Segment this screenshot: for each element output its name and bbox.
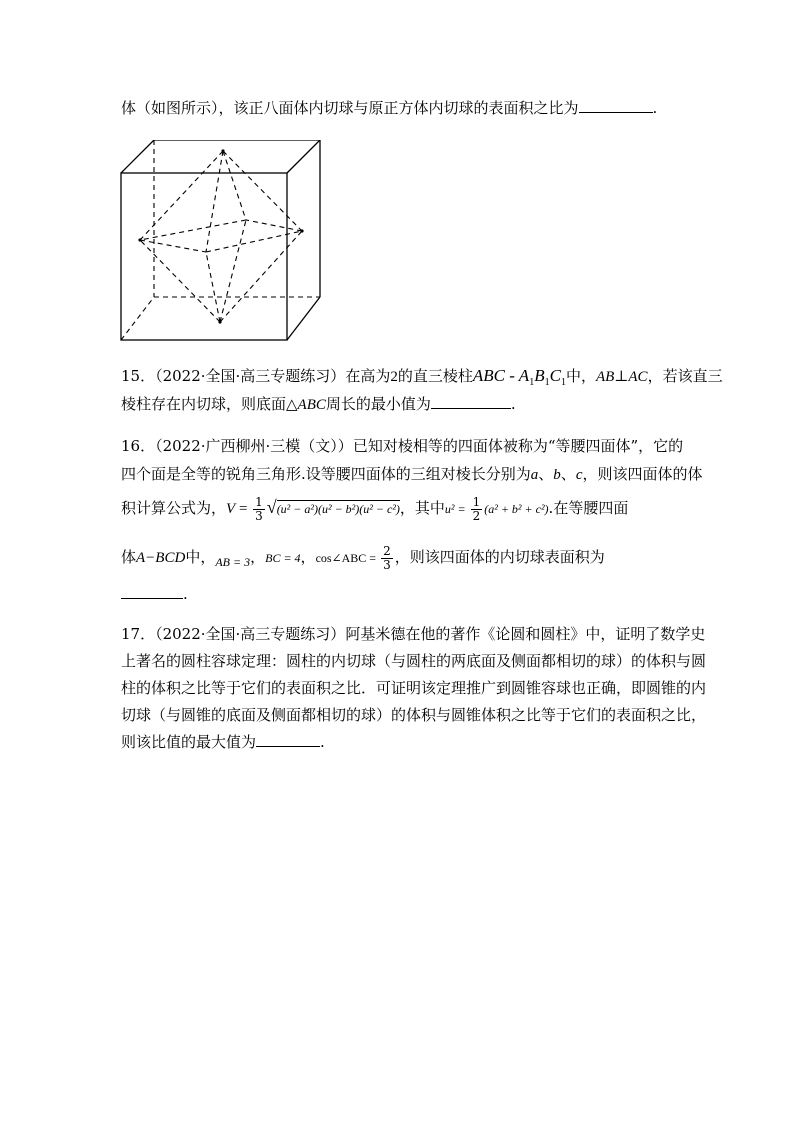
cube-front-face (121, 173, 287, 340)
q17-line-1: 17．（2022·全国·高三专题练习）阿基米德在他的著作《论圆和圆柱》中，证明了数学史 (121, 625, 706, 643)
question-source: （2022·全国·高三专题练习） (155, 367, 346, 385)
q17-line-4: 切球（与圆锥的底面及侧面都相切的球）的体积与圆锥体积之比等于它们的表面积之比， (121, 706, 707, 724)
question-source: （2022·全国·高三专题练习） (155, 625, 346, 643)
prism-name: ABC - A (472, 366, 530, 385)
question-number: 16． (121, 437, 156, 455)
q14-tail-text: 体（如图所示），该正八面体内切球与原正方体内切球的表面积之比为 (121, 99, 579, 117)
cube-octahedron-figure (118, 140, 328, 345)
q16-line-3: 积计算公式为，V = $\frac{1}{3}$ √(u² − a²)(u² − b²)(u² − c²)，其中u² = $\frac{1}{2}$ (a² + b² + c²).在等腰四面 (121, 494, 629, 523)
q16-line-1: 16．（2022·广西柳州·三模（文））已知对棱相等的四面体被称为“等腰四面体”，它的 (121, 437, 684, 455)
q16-line-5: . (121, 584, 188, 604)
q17-line-5: 则该比值的最大值为 . (121, 733, 325, 751)
q17-line-3: 柱的体积之比等于它们的表面积之比．可证明该定理推广到圆锥容球也正确，即圆锥的内 (121, 679, 707, 697)
q15-line-1: 15．（2022·全国·高三专题练习）在高为2的直三棱柱ABC - $A_1B_1C_1$中，AB⊥AC，若该直三 (121, 366, 723, 388)
question-number: 15． (121, 367, 156, 385)
answer-blank (121, 584, 183, 599)
fraction-two-thirds: $\frac{2}{3}$ (383, 543, 391, 572)
answer-blank (579, 98, 653, 113)
q16-line-4: 体A−BCD中，$_{AB = 3}$，BC = 4，cos∠ABC = $\frac{2}{3}$ ，则该四面体的内切球表面积为 (121, 543, 605, 572)
answer-blank (431, 394, 511, 409)
q16-line-2: 四个面是全等的锐角三角形.设等腰四面体的三组对棱长分别为a、b、c，则该四面体的体 (121, 465, 703, 483)
answer-blank (256, 732, 320, 747)
q14-tail-line: 体（如图所示），该正八面体内切球与原正方体内切球的表面积之比为 . (121, 99, 658, 117)
question-source: （2022·广西柳州·三模（文）） (155, 437, 353, 455)
fraction-one-third: $\frac{1}{3}$ (255, 494, 263, 523)
fraction-one-half: $\frac{1}{2}$ (472, 494, 481, 523)
sqrt-expression: (u² − a²)(u² − b²)(u² − c²) (276, 502, 400, 516)
question-number: 17． (121, 625, 156, 643)
q15-line-2: 棱柱存在内切球，则底面△ABC周长的最小值为 . (121, 395, 516, 413)
q17-line-2: 上著名的圆柱容球定理：圆柱的内切球（与圆柱的两底面及侧面都相切的球）的体积与圆 (121, 652, 707, 670)
